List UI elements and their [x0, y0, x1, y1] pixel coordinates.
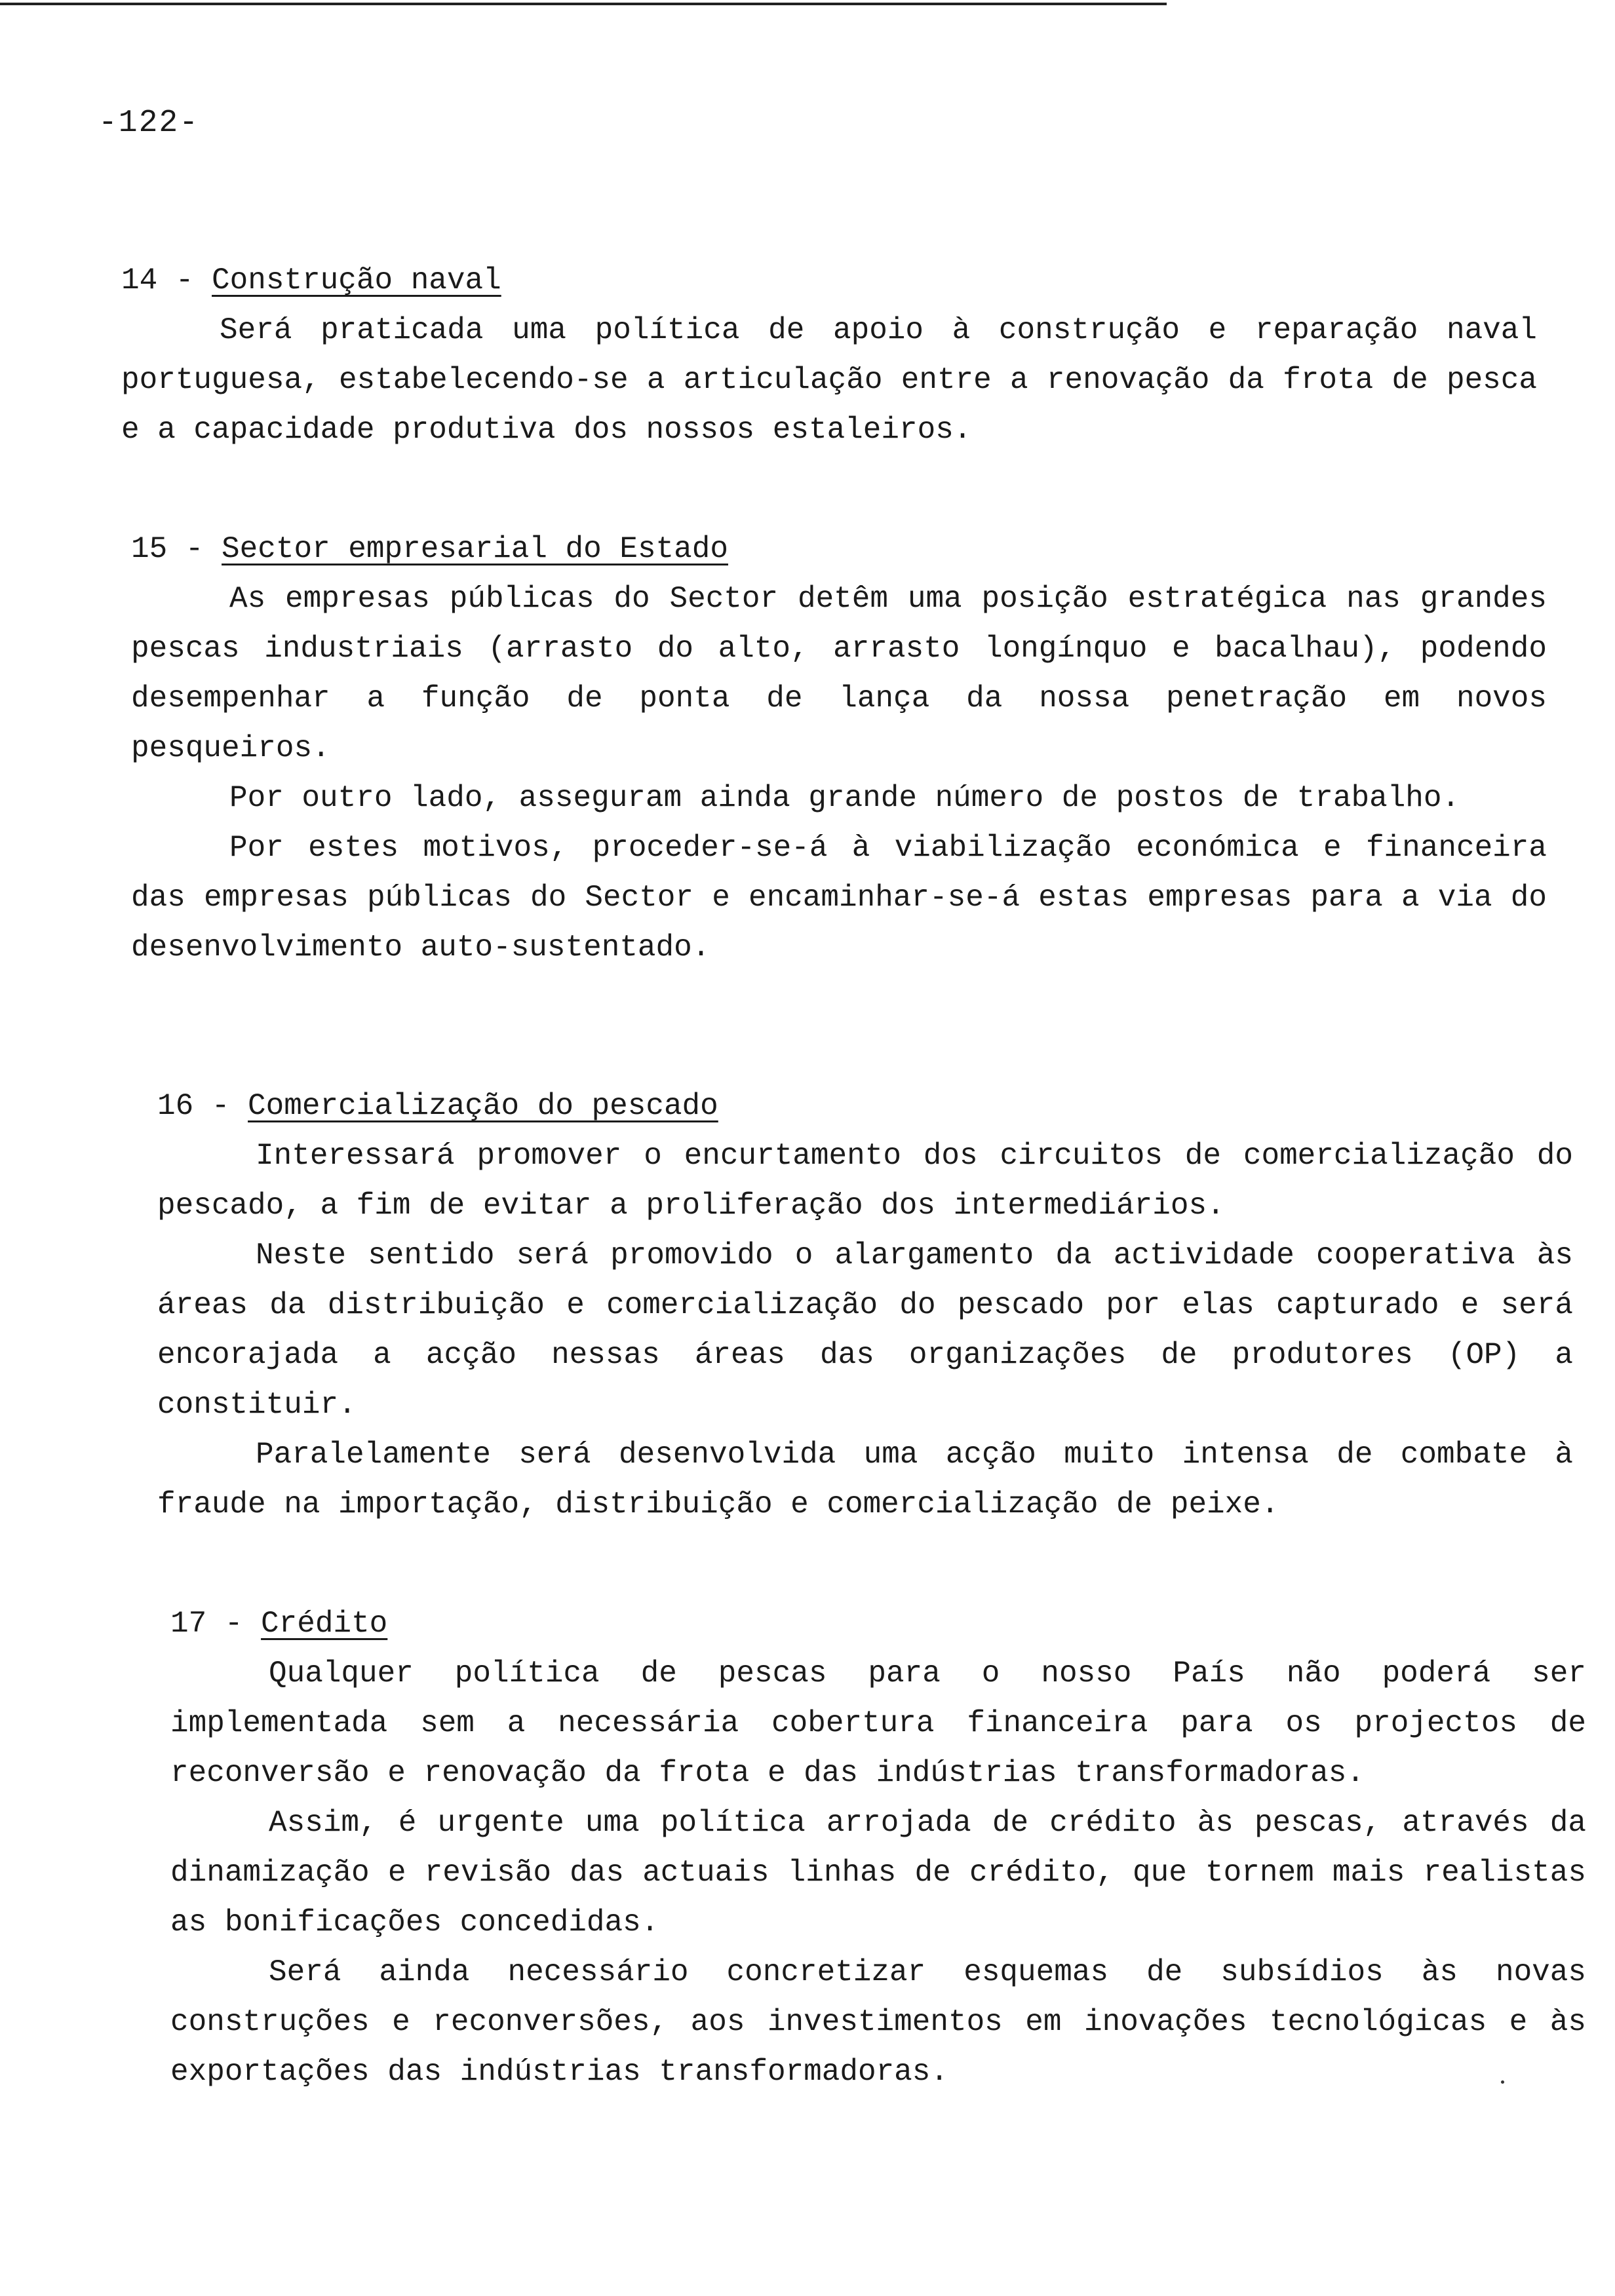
- scan-speck: [1501, 2080, 1504, 2084]
- section-15: [131, 524, 1547, 972]
- section-heading: 16 - Comercialização do pescado: [157, 1089, 718, 1123]
- section-14: [121, 256, 1537, 455]
- section-title: Comercialização do pescado: [248, 1089, 718, 1123]
- section-title: Sector empresarial do Estado: [222, 532, 728, 566]
- paragraph: Qualquer política de pescas para o nosso País não poderá ser implementada sem a necessária cobertura financeira para os projectos de reconversão e renovação da frota e das indústrias transformadoras.: [170, 1656, 1586, 1790]
- paragraph: Neste sentido será promovido o alargamento da actividade cooperativa às áreas da distribuição e comercialização do pescado por elas capturado e será encorajada a acção nessas áreas das organizações de produtores (OP) a constituir.: [157, 1238, 1573, 1422]
- section-heading: 14 - Construção naval: [121, 263, 501, 297]
- paragraph: Por outro lado, asseguram ainda grande número de postos de trabalho.: [229, 781, 1460, 815]
- page-number: -122-: [98, 105, 200, 141]
- section-number: 14: [121, 263, 158, 297]
- top-rule: [0, 3, 1167, 5]
- section-heading: 15 - Sector empresarial do Estado: [131, 532, 728, 566]
- paragraph: As empresas públicas do Sector detêm uma posição estratégica nas grandes pescas industriais (arrasto do alto, arrasto longínquo e bacalhau), podendo desempenhar a função de ponta de lança da nossa penetração em novos pesqueiros.: [131, 582, 1547, 765]
- section-17: [170, 1599, 1586, 2097]
- paragraph: Será ainda necessário concretizar esquemas de subsídios às novas construções e reconversões, aos investimentos em inovações tecnológicas e às exportações das indústrias transformadoras.: [170, 1955, 1586, 2089]
- paragraph: Interessará promover o encurtamento dos circuitos de comercialização do pescado, a fim de evitar a proliferação dos intermediários.: [157, 1139, 1573, 1223]
- paragraph: Por estes motivos, proceder-se-á à viabilização económica e financeira das empresas públicas do Sector e encaminhar-se-á estas empresas para a via do desenvolvimento auto-sustentado.: [131, 831, 1547, 965]
- paragraph: Assim, é urgente uma política arrojada de crédito às pescas, através da dinamização e revisão das actuais linhas de crédito, que tornem mais realistas as bonificações concedidas.: [170, 1806, 1586, 1940]
- section-heading: 17 - Crédito: [170, 1607, 388, 1641]
- section-number: 16: [157, 1089, 194, 1123]
- section-title: Crédito: [261, 1607, 388, 1641]
- section-number: 17: [170, 1607, 207, 1641]
- section-16: [157, 1081, 1573, 1529]
- paragraph: Será praticada uma política de apoio à construção e reparação naval portuguesa, estabelecendo-se a articulação entre a renovação da frota de pesca e a capacidade produtiva dos nossos estaleiros.: [121, 313, 1537, 447]
- section-title: Construção naval: [212, 263, 501, 297]
- section-number: 15: [131, 532, 168, 566]
- paragraph: Paralelamente será desenvolvida uma acção muito intensa de combate à fraude na importação, distribuição e comercialização de peixe.: [157, 1438, 1573, 1521]
